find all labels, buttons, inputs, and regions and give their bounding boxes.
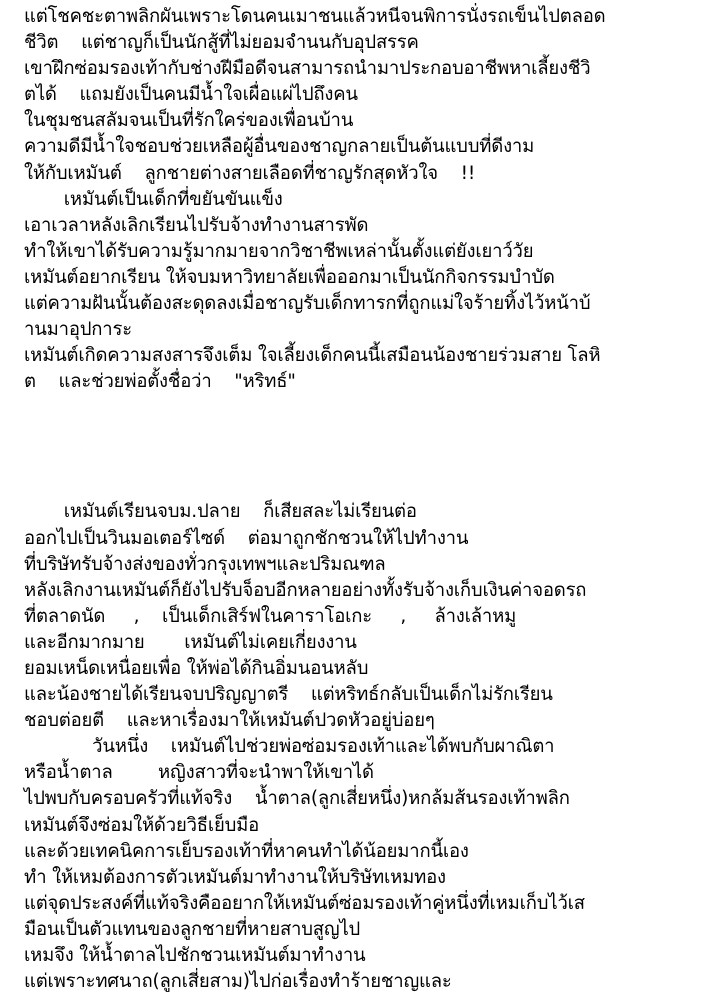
- text-line: ทำ ให้เหมต้องการตัวเหมันต์มาทำงานให้บริษัทเหมทอง: [24, 866, 446, 888]
- text-line: ตได้ แถมยังเป็นคนมีน้ำใจเผื่อแผ่ไปถึงคน: [24, 84, 358, 106]
- text-line: แต่จุดประสงค์ที่แท้จริงคืออยากให้เหมันต์ซ่อมรองเท้าคู่หนึ่งที่เหมเก็บไว้เส: [24, 892, 585, 914]
- text-line: และอีกมากมาย เหมันต์ไม่เคยเกี่ยงงาน: [24, 631, 357, 653]
- text-line: เหมันต์เป็นเด็กที่ขยันขันแข็ง: [24, 188, 283, 210]
- text-line: และน้องชายได้เรียนจบปริญญาตรี แต่หริทธ์กลับเป็นเด็กไม่รักเรียน: [24, 684, 553, 706]
- text-line: ความดีมีน้ำใจชอบช่วยเหลือผู้อื่นของชาญกลายเป็นต้นแบบที่ดีงาม: [24, 136, 535, 158]
- paragraph-2: [24, 499, 706, 995]
- text-line: เหมันต์จึงซ่อมให้ด้วยวิธีเย็บมือ: [24, 814, 260, 836]
- text-line: หรือน้ำตาล หญิงสาวที่จะนำพาให้เขาได้: [24, 762, 374, 784]
- text-line: ต และช่วยพ่อตั้งชื่อว่า "หริทธ์": [24, 371, 296, 393]
- text-line: ออกไปเป็นวินมอเตอร์ไซด์ ต่อมาถูกชักชวนให้ไปทำงาน: [24, 527, 469, 549]
- text-line: ไปพบกับครอบครัวที่แท้จริง น้ำตาล(ลูกเสี่ยหนึ่ง)หกล้มส้นรองเท้าพลิก: [24, 788, 570, 810]
- text-line: วันหนึ่ง เหมันต์ไปช่วยพ่อซ่อมรองเท้าและได้พบกับผาณิตา: [24, 736, 555, 758]
- text-line: แต่ความฝันนั้นต้องสะดุดลงเมื่อชาญรับเด็กทารกที่ถูกแม่ใจร้ายทิ้งไว้หน้าบ้: [24, 293, 591, 315]
- text-line: แต่เพราะทศนาถ(ลูกเสี่ยสาม)ไปก่อเรื่องทำร้ายชาญและ: [24, 971, 452, 993]
- text-line: มือนเป็นตัวแทนของลูกชายที่หายสาบสูญไป: [24, 918, 361, 940]
- text-line: เหมันต์อยากเรียน ให้จบมหาวิทยาลัยเพื่อออกมาเป็นนักกิจกรรมบำบัด: [24, 266, 555, 288]
- text-line: หลังเลิกงานเหมันต์ก็ยังไปรับจ็อบอีกหลายอย่างทั้งรับจ้างเก็บเงินค่าจอดรถ: [24, 579, 587, 601]
- text-line: และด้วยเทคนิคการเย็บรองเท้าที่หาคนทำได้น้อยมากนี้เอง: [24, 840, 469, 862]
- text-line: เหมันต์เกิดความสงสารจึงเต็ม ใจเลี้ยงเด็กคนนี้เสมือนน้องชายร่วมสาย โลหิ: [24, 345, 601, 367]
- text-line: ทำให้เขาได้รับความรู้มากมายจากวิชาชีพเหล่านั้นตั้งแต่ยังเยาว์วัย: [24, 240, 534, 262]
- text-line: เอาเวลาหลังเลิกเรียนไปรับจ้างทำงานสารพัด: [24, 214, 369, 236]
- text-line: ในชุมชนสลัมจนเป็นที่รักใคร่ของเพื่อนบ้าน: [24, 110, 354, 132]
- text-line: ยอมเหน็ดเหนื่อยเพื่อ ให้พ่อได้กินอิ่มนอนหลับ: [24, 657, 369, 679]
- text-line: ที่บริษัทรับจ้างส่งของทั่วกรุงเทพฯและปริมณฑล: [24, 553, 386, 575]
- text-line: เหมันต์เรียนจบม.ปลาย ก็เสียสละไม่เรียนต่อ: [24, 501, 417, 523]
- text-line: ชีวิต แต่ชาญก็เป็นนักสู้ที่ไม่ยอมจำนนกับอุปสรรค: [24, 32, 419, 54]
- paragraph-gap: [24, 395, 706, 499]
- text-line: ให้กับเหมันต์ ลูกชายต่างสายเลือดที่ชาญรักสุดหัวใจ !!: [24, 162, 476, 184]
- text-line: เขาฝึกซ่อมรองเท้ากับช่างฝีมือดีจนสามารถนำมาประกอบอาชีพหาเลี้ยงชีวิ: [24, 58, 591, 80]
- paragraph-1: [24, 4, 706, 395]
- text-line: านมาอุปการะ: [24, 319, 132, 341]
- text-line: ชอบต่อยตี และหาเรื่องมาให้เหมันต์ปวดหัวอยู่บ่อยๆ: [24, 710, 435, 732]
- text-line: แต่โชคชะตาพลิกผันเพราะโดนคนเมาชนแล้วหนีจนพิการนั่งรถเข็นไปตลอด: [24, 6, 606, 27]
- text-line: ที่ตลาดนัด , เป็นเด็กเสิร์ฟในคาราโอเกะ , ล้างเล้าหมู: [24, 605, 517, 627]
- text-line: เหมจึง ให้น้ำตาลไปชักชวนเหมันต์มาทำงาน: [24, 945, 366, 966]
